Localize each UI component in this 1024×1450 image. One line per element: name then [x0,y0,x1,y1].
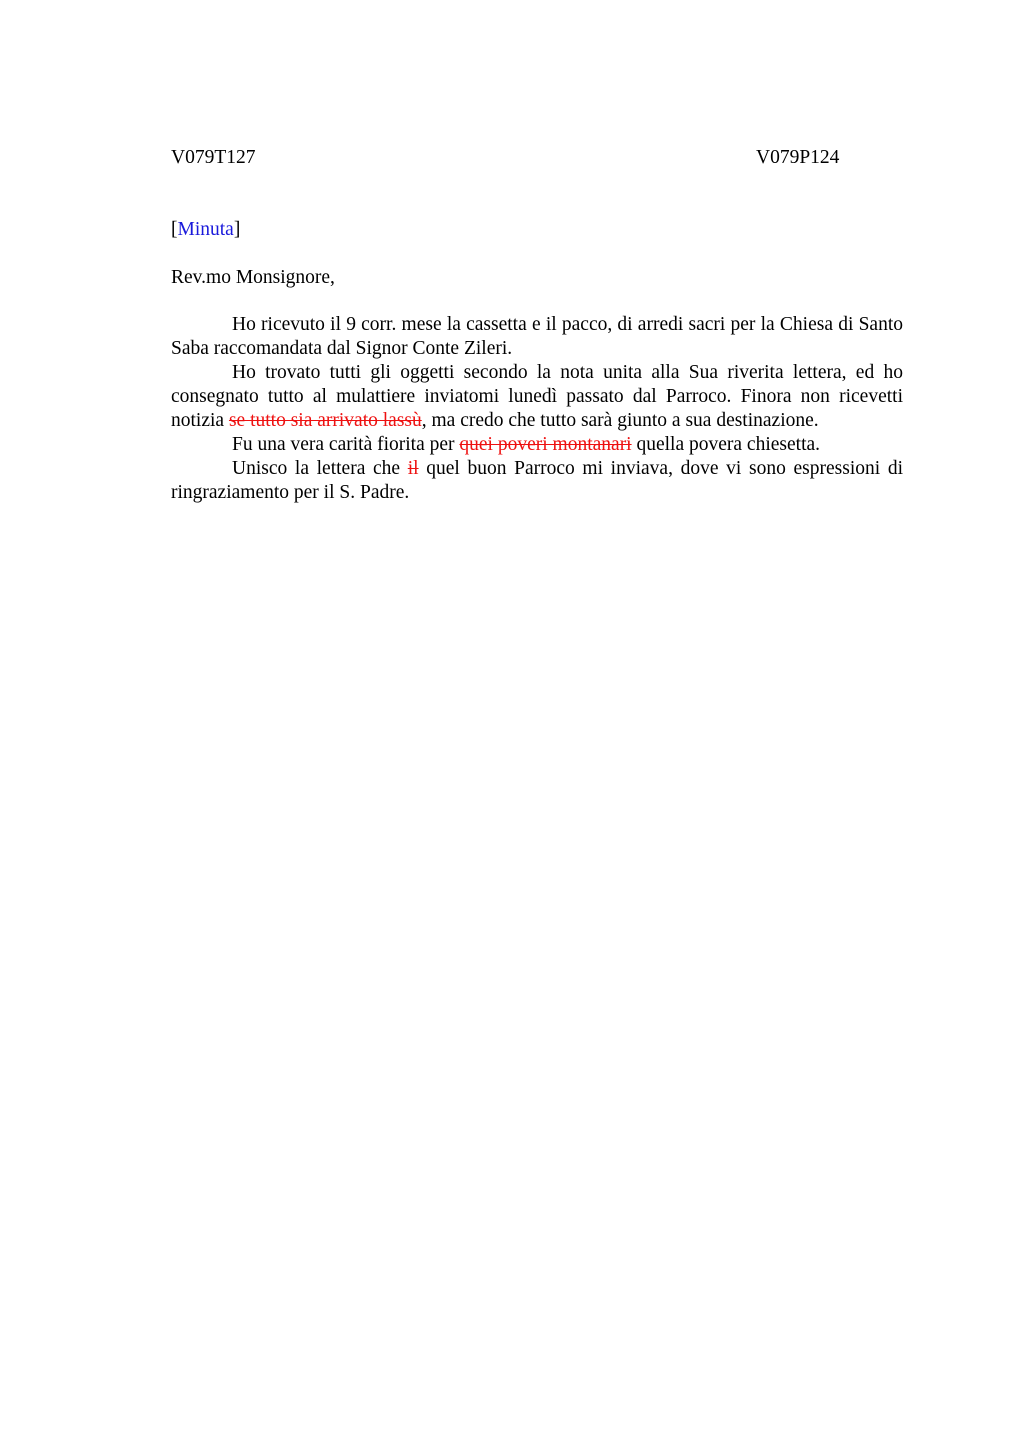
paragraph-2-text-after: , ma credo che tutto sarà giunto a sua destinazione. [421,410,819,431]
paragraph-1-text: Ho ricevuto il 9 corr. mese la cassetta e il pacco, di arredi sacri per la Chiesa di Santo Saba raccomandata dal Signor Conte Zileri. [171,314,903,359]
document-code-right: V079P124 [756,147,840,168]
minuta-label: Minuta [177,219,234,240]
salutation: Rev.mo Monsignore, [171,267,335,288]
paragraph-1 [171,313,903,361]
paragraph-3-deletion: quei poveri montanari [459,434,632,455]
document-code-left: V079T127 [171,147,256,168]
paragraph-4-deletion: il [407,458,419,479]
paragraph-3-text-before: Fu una vera carità fiorita per [232,434,460,455]
paragraph-4-text-before: Unisco la lettera che [232,458,408,479]
minuta-note [171,218,240,242]
minuta-close-bracket: ] [233,219,241,240]
paragraph-4 [171,457,903,505]
paragraph-4-text-after: quel buon Parroco mi inviava, dove vi sono espressioni di ringraziamento per il S. Padre. [171,458,903,503]
paragraph-2-deletion: se tutto sia arrivato lassù [228,410,422,431]
paragraph-2-text-before: Ho trovato tutti gli oggetti secondo la nota unita alla Sua riverita lettera, ed ho consegnato tutto al mulattiere inviatomi lunedì passato dal Parroco. Finora non ricevetti notizia [171,362,903,431]
letter-body [171,313,903,505]
paragraph-2 [171,361,903,433]
paragraph-3-text-after: quella povera chiesetta. [631,434,821,455]
paragraph-3 [171,433,903,457]
minuta-open-bracket: [ [171,219,178,240]
